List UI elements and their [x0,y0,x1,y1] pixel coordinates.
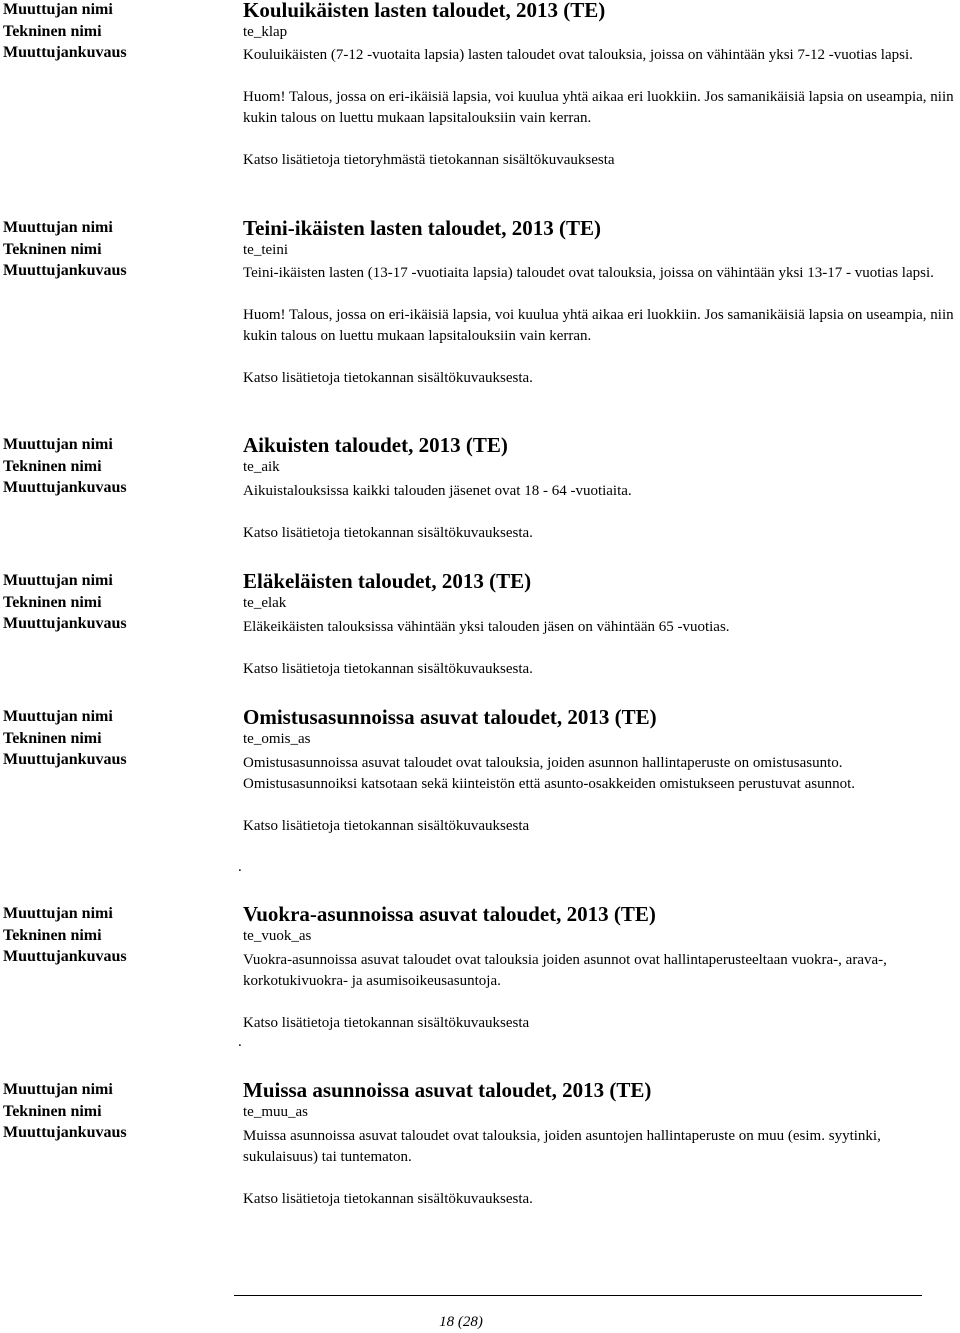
variable-description-label: Muuttujankuvaus [3,1124,127,1141]
page-number: 18 (28) [439,1314,483,1330]
technical-name-label: Tekninen nimi [3,594,102,611]
variable-title: Vuokra-asunnoissa asuvat taloudet, 2013 (TE) [243,902,656,926]
technical-name: te_teini [243,242,288,258]
technical-name: te_muu_as [243,1104,308,1120]
technical-name-label: Tekninen nimi [3,1103,102,1120]
more-info-link[interactable]: Katso lisätietoja tietokannan sisältökuvauksesta. [243,1191,533,1207]
variable-name-label: Muuttujan nimi [3,436,113,453]
technical-name-label: Tekninen nimi [3,241,102,258]
variable-name-label: Muuttujan nimi [3,1081,113,1098]
variable-description [243,1126,955,1210]
variable-description-label: Muuttujankuvaus [3,948,127,965]
description-paragraph: Muissa asunnoissa asuvat taloudet ovat talouksia, joiden asuntojen hallintaperuste on muu (esim. syytinki, sukulaisuus) tai tuntematon. [243,1128,881,1165]
variable-name-label: Muuttujan nimi [3,572,113,589]
variable-title: Eläkeläisten taloudet, 2013 (TE) [243,569,532,593]
technical-name: te_omis_as [243,731,311,747]
more-info-link[interactable]: Katso lisätietoja tietokannan sisältökuvauksesta. [243,661,533,677]
description-paragraph: Omistusasunnoissa asuvat taloudet ovat talouksia, joiden asunnon hallintaperuste on omistusasunto. Omistusasunnoiksi katsotaan sekä kiinteistön että asunto-osakkeiden omistukseen perustuvat asunnot. [243,755,855,792]
variable-description [243,263,955,389]
description-paragraph: Eläkeikäisten talouksissa vähintään yksi talouden jäsen on vähintään 65 -vuotias. [243,619,730,635]
description-paragraph: Teini-ikäisten lasten (13-17 -vuotiaita lapsia) taloudet ovat talouksia, joissa on vähintään yksi 13-17 - vuotias lapsi. [243,265,934,281]
variable-description [243,617,955,680]
description-paragraph: Huom! Talous, jossa on eri-ikäisiä lapsia, voi kuulua yhtä aikaa eri luokkiin. Jos samanikäisiä lapsia on useampia, niin kukin talous on luettu mukaan lapsitalouksiin vain kerran. [243,307,954,344]
variable-description-label: Muuttujankuvaus [3,44,127,61]
technical-name: te_aik [243,459,280,475]
variable-title: Kouluikäisten lasten taloudet, 2013 (TE) [243,0,606,22]
variable-title: Teini-ikäisten lasten taloudet, 2013 (TE) [243,216,602,240]
variable-title: Aikuisten taloudet, 2013 (TE) [243,433,508,457]
description-paragraph: Vuokra-asunnoissa asuvat taloudet ovat talouksia joiden asunnot ovat hallintaperusteeltaan vuokra-, arava-, korkotukivuokra- ja asumisoikeusasuntoja. [243,952,887,989]
description-paragraph: Aikuistalouksissa kaikki talouden jäsenet ovat 18 - 64 -vuotiaita. [243,483,632,499]
more-info-link[interactable]: Katso lisätietoja tietokannan sisältökuvauksesta [243,1015,530,1031]
description-paragraph: Kouluikäisten (7-12 -vuotaita lapsia) lasten taloudet ovat talouksia, joissa on vähintään yksi 7-12 -vuotias lapsi. [243,47,913,63]
more-info-link[interactable]: Katso lisätietoja tietoryhmästä tietokannan sisältökuvauksesta [243,152,615,168]
more-info-link[interactable]: Katso lisätietoja tietokannan sisältökuvauksesta. [243,370,533,386]
more-info-link[interactable]: Katso lisätietoja tietokannan sisältökuvauksesta. [243,525,533,541]
technical-name-label: Tekninen nimi [3,730,102,747]
technical-name: te_klap [243,24,288,40]
technical-name-label: Tekninen nimi [3,23,102,40]
technical-name: te_elak [243,595,287,611]
technical-name-label: Tekninen nimi [3,927,102,944]
description-paragraph: Huom! Talous, jossa on eri-ikäisiä lapsia, voi kuulua yhtä aikaa eri luokkiin. Jos samanikäisiä lapsia on useampia, niin kukin talous on luettu mukaan lapsitalouksiin vain kerran. [243,89,954,126]
variable-title: Omistusasunnoissa asuvat taloudet, 2013 (TE) [243,705,657,729]
footer-divider [234,1295,922,1296]
variable-description [243,481,955,544]
more-info-link[interactable]: Katso lisätietoja tietokannan sisältökuvauksesta [243,818,530,834]
variable-name-label: Muuttujan nimi [3,219,113,236]
variable-description [243,950,955,1034]
variable-description-label: Muuttujankuvaus [3,262,127,279]
trailing-period: . [238,1034,242,1050]
technical-name: te_vuok_as [243,928,312,944]
variable-description [243,753,955,837]
variable-description-label: Muuttujankuvaus [3,479,127,496]
variable-description [243,45,955,171]
variable-description-label: Muuttujankuvaus [3,751,127,768]
variable-title: Muissa asunnoissa asuvat taloudet, 2013 (TE) [243,1078,652,1102]
technical-name-label: Tekninen nimi [3,458,102,475]
variable-description-label: Muuttujankuvaus [3,615,127,632]
variable-name-label: Muuttujan nimi [3,708,113,725]
variable-name-label: Muuttujan nimi [3,1,113,18]
trailing-period: . [238,859,242,875]
variable-name-label: Muuttujan nimi [3,905,113,922]
